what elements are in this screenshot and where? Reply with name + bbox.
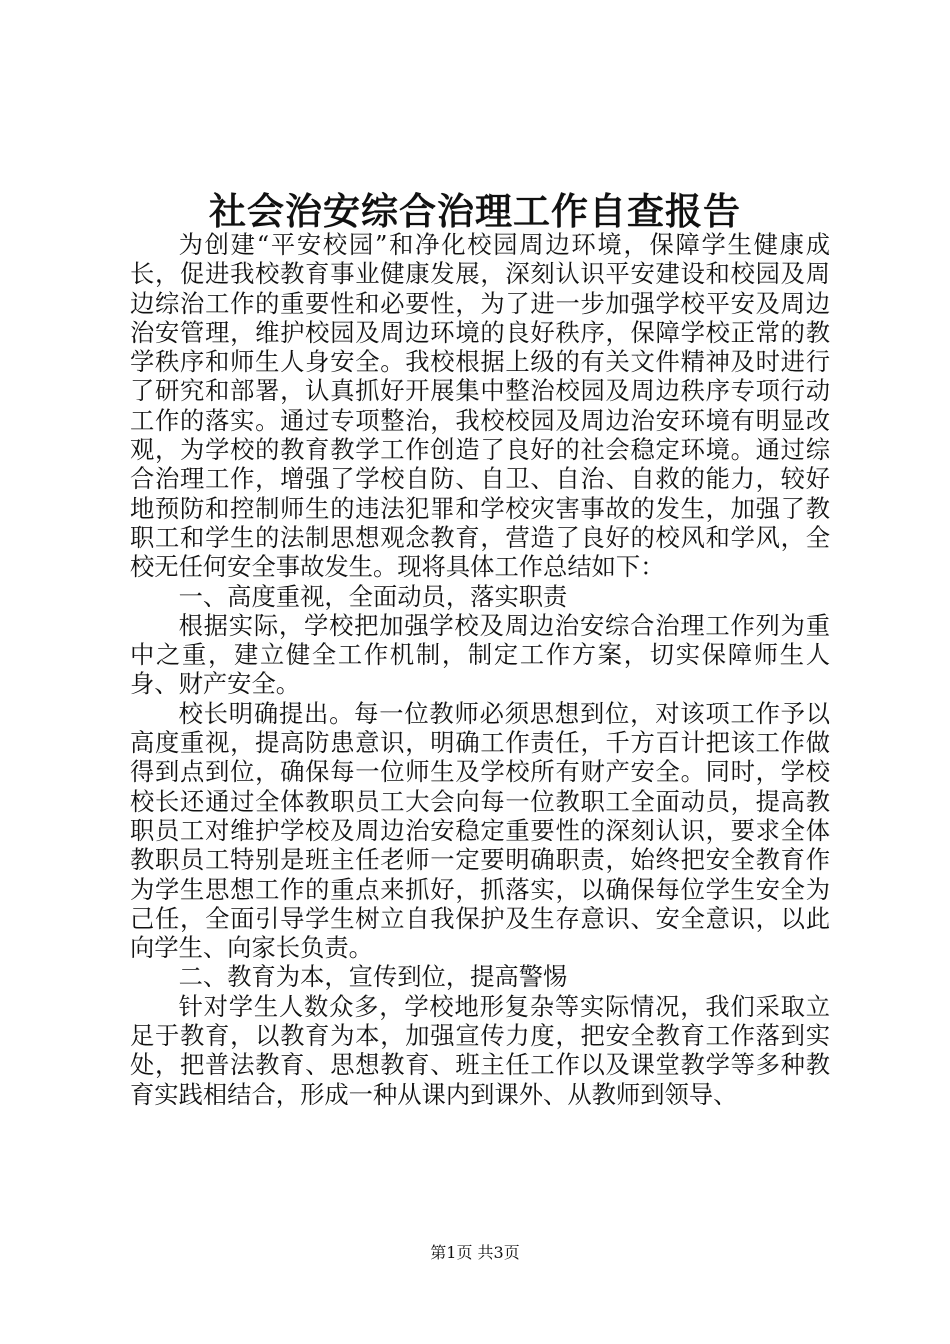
- document-body: [130, 230, 830, 1109]
- body-paragraph: 根据实际，学校把加强学校及周边治安综合治理工作列为重中之重，建立健全工作机制，制定工作方案，切实保障师生人身、财产安全。: [130, 610, 830, 699]
- page-footer: 第1页 共3页: [430, 1243, 520, 1262]
- body-paragraph: 校长明确提出。每一位教师必须思想到位，对该项工作予以高度重视，提高防患意识，明确工作责任，千方百计把该工作做得到点到位，确保每一位师生及学校所有财产安全。同时，学校校长还通过全体教职员工大会向每一位教职工全面动员，提高教职员工对维护学校及周边治安稳定重要性的深刻认识，要求全体教职员工特别是班主任老师一定要明确职责，始终把安全教育作为学生思想工作的重点来抓好，抓落实，以确保每位学生安全为己任，全面引导学生树立自我保护及生存意识、安全意识，以此向学生、向家长负责。: [130, 698, 830, 963]
- section-heading-1: 一、高度重视，全面动员，落实职责: [178, 581, 568, 611]
- document-title: 社会治安综合治理工作自查报告: [209, 189, 741, 233]
- intro-paragraph: 为创建“平安校园”和净化校园周边环境，保障学生健康成长，促进我校教育事业健康发展，深刻认识平安建设和校园及周边综治工作的重要性和必要性，为了进一步加强学校平安及周边治安管理，维护校园及周边环境的良好秩序，保障学校正常的教学秩序和师生人身安全。我校根据上级的有关文件精神及时进行了研究和部署，认真抓好开展集中整治校园及周边秩序专项行动工作的落实。通过专项整治，我校校园及周边治安环境有明显改观，为学校的教育教学工作创造了良好的社会稳定环境。通过综合治理工作，增强了学校自防、自卫、自治、自救的能力，较好地预防和控制师生的违法犯罪和学校灾害事故的发生，加强了教职工和学生的法制思想观念教育，营造了良好的校风和学风，全校无任何安全事故发生。现将具体工作总结如下：: [130, 230, 830, 582]
- section-heading-2: 二、教育为本，宣传到位，提高警惕: [178, 962, 568, 992]
- body-paragraph: 针对学生人数众多，学校地形复杂等实际情况，我们采取立足于教育，以教育为本，加强宣传力度，把安全教育工作落到实处，把普法教育、思想教育、班主任工作以及课堂教学等多种教育实践相结合，形成一种从课内到课外、从教师到领导、: [130, 991, 830, 1109]
